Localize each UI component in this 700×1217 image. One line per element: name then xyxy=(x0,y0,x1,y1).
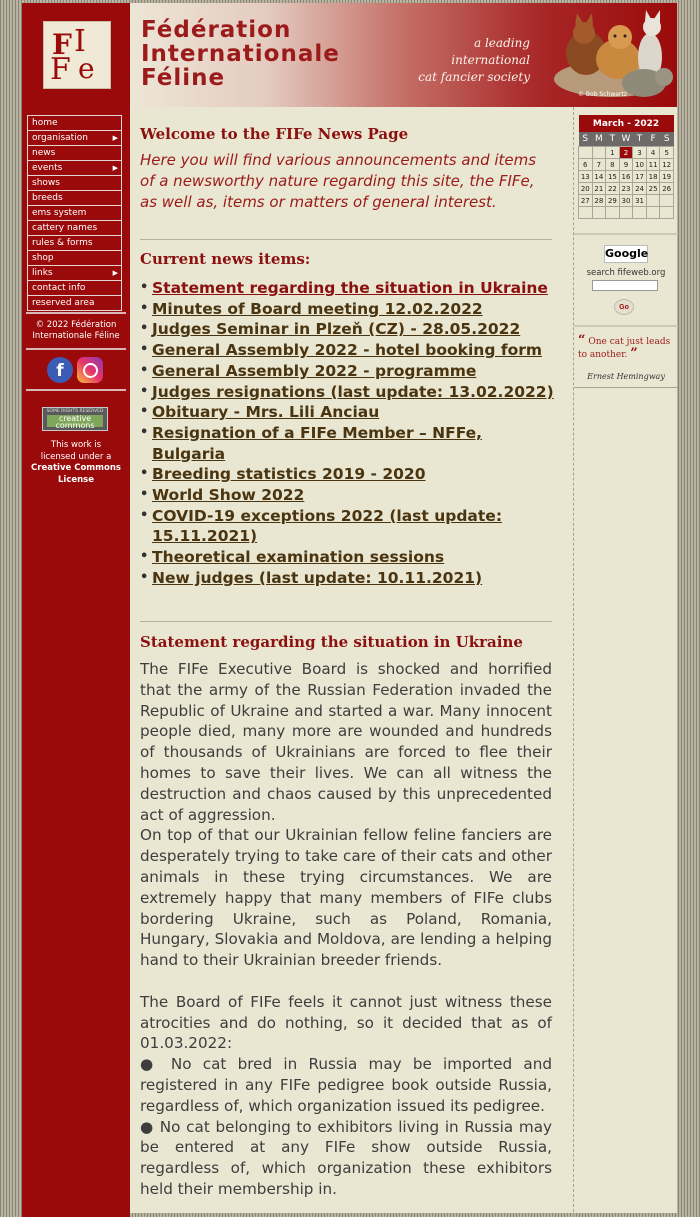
instagram-icon[interactable] xyxy=(77,357,103,383)
calendar-day[interactable]: 11 xyxy=(646,159,660,171)
calendar-day xyxy=(646,195,660,207)
calendar-day[interactable]: 12 xyxy=(660,159,674,171)
sidebar-divider xyxy=(26,389,126,391)
calendar-week xyxy=(579,207,674,219)
news-link[interactable]: • Theoretical examination sessions xyxy=(140,547,560,568)
calendar-day[interactable]: 25 xyxy=(646,183,660,195)
nav-item-organisation[interactable]: organisation ▶ xyxy=(28,131,121,146)
calendar-day xyxy=(592,147,606,159)
page-title: Welcome to the FIFe News Page xyxy=(140,125,409,143)
federation-title: Fédération Internationale Féline xyxy=(141,17,340,91)
news-link[interactable]: • New judges (last update: 10.11.2021) xyxy=(140,568,560,589)
main-navigation xyxy=(27,115,122,311)
calendar-week xyxy=(579,183,674,195)
divider xyxy=(140,239,552,240)
statement-body xyxy=(140,659,552,1200)
calendar-weekday: M xyxy=(592,132,606,147)
nav-item-contact-info[interactable]: contact info xyxy=(28,281,121,296)
photo-credit: © Bob Schwartz xyxy=(578,91,627,98)
calendar-weekday: S xyxy=(660,132,674,147)
calendar-day[interactable]: 22 xyxy=(606,183,620,195)
calendar-weekday: T xyxy=(606,132,620,147)
search-go-button[interactable]: Go xyxy=(614,299,634,315)
news-link[interactable]: • Judges resignations (last update: 13.02.2022) xyxy=(140,382,560,403)
divider xyxy=(574,325,678,327)
quote-text: One cat just leads to another. xyxy=(578,337,671,360)
calendar-day[interactable]: 28 xyxy=(592,195,606,207)
calendar-day[interactable]: 5 xyxy=(660,147,674,159)
calendar-day xyxy=(592,207,606,219)
divider xyxy=(574,233,678,235)
calendar-day[interactable]: 4 xyxy=(646,147,660,159)
calendar-day xyxy=(606,207,620,219)
calendar-title[interactable]: March - 2022 xyxy=(579,115,674,132)
cats-photo xyxy=(548,7,676,103)
calendar-day[interactable]: 6 xyxy=(579,159,593,171)
header-banner xyxy=(130,3,677,107)
nav-item-shop[interactable]: shop xyxy=(28,251,121,266)
calendar-day[interactable]: 14 xyxy=(592,171,606,183)
nav-item-home[interactable]: home xyxy=(28,116,121,131)
google-logo: Google xyxy=(604,245,648,263)
news-link[interactable]: • Minutes of Board meeting 12.02.2022 xyxy=(140,299,560,320)
nav-item-reserved-area[interactable]: reserved area xyxy=(28,296,121,311)
statement-paragraph: The FIFe Executive Board is shocked and horrified that the army of the Russian Federation invaded the Republic of Ukraine and started a war. Many innocent people died, many more are wounded and hundreds of thousands of Ukrainians are forced to flee their homes to save their lives. We can all witness the destruction and chaos caused by this unprecedented act of aggression. xyxy=(140,660,552,824)
calendar-day[interactable]: 10 xyxy=(633,159,647,171)
calendar-weekday: S xyxy=(579,132,593,147)
calendar-week xyxy=(579,147,674,159)
calendar-day[interactable]: 2 xyxy=(619,147,633,159)
nav-item-links[interactable]: links ▶ xyxy=(28,266,121,281)
license-link[interactable]: Creative Commons xyxy=(31,463,121,473)
calendar-weekday: T xyxy=(633,132,647,147)
calendar xyxy=(578,115,674,219)
submenu-arrow-icon: ▶ xyxy=(112,269,118,277)
statement-heading: Statement regarding the situation in Ukraine xyxy=(140,633,523,651)
calendar-day[interactable]: 1 xyxy=(606,147,620,159)
nav-item-shows[interactable]: shows xyxy=(28,176,121,191)
calendar-week xyxy=(579,159,674,171)
calendar-day xyxy=(579,147,593,159)
copyright-notice: © 2022 Fédération Internationale Féline xyxy=(32,320,120,341)
license-link[interactable]: License xyxy=(57,474,94,485)
calendar-day xyxy=(579,207,593,219)
logo-area xyxy=(22,3,130,107)
calendar-day[interactable]: 27 xyxy=(579,195,593,207)
calendar-weekdays xyxy=(579,132,674,147)
news-link[interactable]: • General Assembly 2022 - programme xyxy=(140,361,560,382)
nav-item-ems-system[interactable]: ems system xyxy=(28,206,121,221)
divider xyxy=(140,621,552,622)
news-list xyxy=(140,278,560,589)
left-sidebar xyxy=(22,107,130,1217)
calendar-day[interactable]: 23 xyxy=(619,183,633,195)
divider xyxy=(574,387,678,388)
submenu-arrow-icon: ▶ xyxy=(112,134,118,142)
calendar-day[interactable]: 13 xyxy=(579,171,593,183)
nav-item-breeds[interactable]: breeds xyxy=(28,191,121,206)
statement-paragraph: ● No cat bred in Russia may be imported and registered in any FIFe pedigree book outside Russia, regardless of, which organization issued its pedigree. xyxy=(140,1055,552,1115)
page-wrapper xyxy=(22,3,677,1213)
news-link[interactable]: • Breeding statistics 2019 - 2020 xyxy=(140,464,560,485)
calendar-week xyxy=(579,195,674,207)
calendar-day[interactable]: 20 xyxy=(579,183,593,195)
calendar-day xyxy=(660,195,674,207)
quote xyxy=(578,335,674,361)
calendar-day[interactable]: 17 xyxy=(633,171,647,183)
license-notice: This work is licensed under a Creative Commons License xyxy=(22,440,130,486)
calendar-day[interactable]: 21 xyxy=(592,183,606,195)
calendar-day[interactable]: 19 xyxy=(660,171,674,183)
nav-item-events[interactable]: events ▶ xyxy=(28,161,121,176)
calendar-day[interactable]: 18 xyxy=(646,171,660,183)
statement-paragraph: On top of that our Ukrainian fellow feline fanciers are desperately trying to take care of their cats and other animals in these trying circumstances. We are extremely happy that many members of FIFe clubs bordering Ukraine, such as Poland, Romania, Hungary, Slovakia and Moldova, are lending a helping hand to their Ukrainian breeder friends. xyxy=(140,826,552,970)
news-link[interactable]: • COVID-19 exceptions 2022 (last update: 15.11.2021) xyxy=(140,506,560,547)
sidebar-divider xyxy=(26,348,126,350)
news-link[interactable]: • General Assembly 2022 - hotel booking form xyxy=(140,340,560,361)
nav-item-news[interactable]: news xyxy=(28,146,121,161)
statement-paragraph: The Board of FIFe feels it cannot just witness these atrocities and do nothing, so it decided that as of 01.03.2022: xyxy=(140,992,552,1053)
calendar-day xyxy=(660,207,674,219)
facebook-icon[interactable]: f xyxy=(47,357,73,383)
calendar-day[interactable]: 7 xyxy=(592,159,606,171)
site-header xyxy=(22,3,677,107)
calendar-day[interactable]: 24 xyxy=(633,183,647,195)
calendar-week xyxy=(579,171,674,183)
search-label: search fifeweb.org xyxy=(586,268,666,278)
calendar-day[interactable]: 8 xyxy=(606,159,620,171)
quote-author: Ernest Hemingway xyxy=(587,372,665,381)
statement-paragraph: ● No cat belonging to exhibitors living in Russia may be entered at any FIFe show outside Russia, regardless of, which organization these exhibitors held their membership in. xyxy=(140,1117,552,1198)
calendar-day[interactable]: 30 xyxy=(619,195,633,207)
creative-commons-badge[interactable]: SOME RIGHTS RESERVED creative commons xyxy=(42,407,108,431)
calendar-day[interactable]: 9 xyxy=(619,159,633,171)
calendar-day[interactable]: 26 xyxy=(660,183,674,195)
news-link[interactable]: • World Show 2022 xyxy=(140,485,560,506)
tagline: a leading international cat fancier society xyxy=(418,36,530,84)
submenu-arrow-icon: ▶ xyxy=(112,164,118,172)
nav-item-rules-forms[interactable]: rules & forms xyxy=(28,236,121,251)
calendar-weekday: F xyxy=(646,132,660,147)
calendar-day[interactable]: 31 xyxy=(633,195,647,207)
calendar-day[interactable]: 29 xyxy=(606,195,620,207)
nav-item-cattery-names[interactable]: cattery names xyxy=(28,221,121,236)
news-link[interactable]: • Obituary - Mrs. Lili Anciau xyxy=(140,402,560,423)
news-link[interactable]: • Resignation of a FIFe Member – NFFe, Bulgaria xyxy=(140,423,560,464)
calendar-day xyxy=(633,207,647,219)
fife-logo[interactable]: F I F e xyxy=(43,21,111,89)
open-quote-icon: “ xyxy=(578,333,586,348)
search-input[interactable] xyxy=(592,280,658,291)
calendar-weekday: W xyxy=(619,132,633,147)
intro-text: Here you will find various announcements and items of a newsworthy nature regarding this site, the FIFe, as well as, items or matters of general interest. xyxy=(140,151,537,211)
sidebar-divider xyxy=(26,312,126,314)
calendar-day[interactable]: 3 xyxy=(633,147,647,159)
calendar-day xyxy=(619,207,633,219)
calendar-day[interactable]: 15 xyxy=(606,171,620,183)
calendar-day[interactable]: 16 xyxy=(619,171,633,183)
news-heading: Current news items: xyxy=(140,250,311,268)
close-quote-icon: ” xyxy=(630,346,638,361)
news-link[interactable]: • Statement regarding the situation in Ukraine xyxy=(140,278,560,299)
news-link[interactable]: • Judges Seminar in Plzeň (CZ) - 28.05.2022 xyxy=(140,319,560,340)
calendar-day xyxy=(646,207,660,219)
right-sidebar xyxy=(573,107,678,1217)
